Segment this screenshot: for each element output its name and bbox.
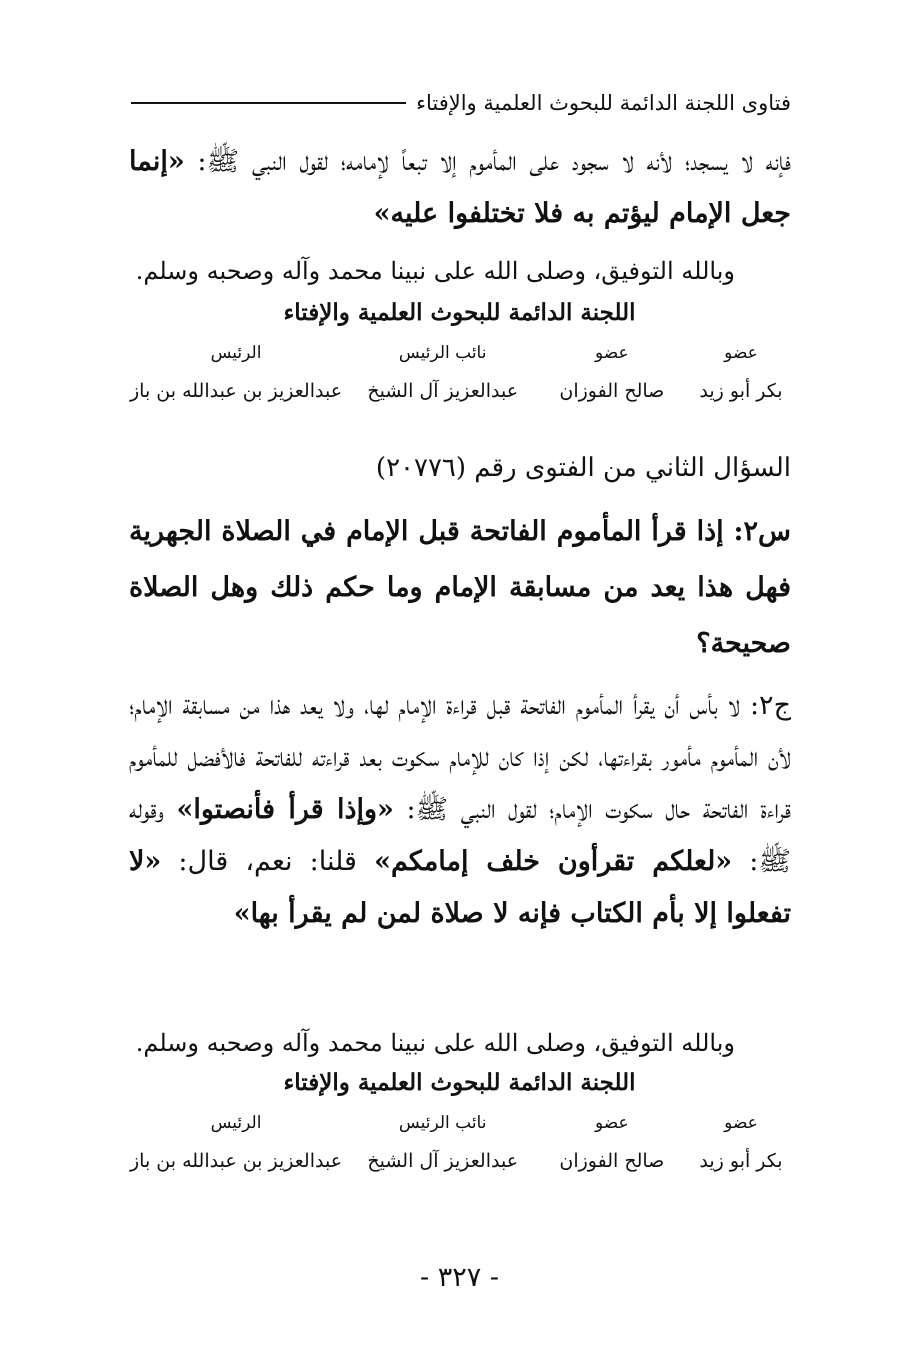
role-vice-president: نائب الرئيس: [398, 343, 487, 363]
hadith-quote: «لا تفعلوا إلا بأم الكتاب فإنه لا صلاة لمن لم يقرأ بها»: [129, 846, 791, 929]
answer-part: ج٢: لا بأس أن يقرأ المأموم الفاتحة قبل قراءة الإمام لها، ولا يعد هذا من مسابقة الإمام؛ لأن المأموم مأمور بقراءتها، لكن إذا كان للإمام سكوت بعد قراءته للفاتحة فالأفضل للمأموم قراءة الفاتحة حال سكوت الإمام؛ لقول النبي ﷺ:: [129, 690, 791, 825]
signatory-name: صالح الفوزان: [559, 1150, 665, 1172]
role-vice-president: نائب الرئيس: [398, 1113, 487, 1133]
hadith-quote: «وإذا قرأ فأنصتوا»: [176, 794, 394, 825]
running-header: [131, 86, 791, 120]
continuation-text: فإنه لا يسجد؛ لأنه لا سجود على المأموم إلا تبعاً لإمامه؛ لقول النبي ﷺ:: [184, 146, 791, 177]
hadith-quote: «إنما جعل الإمام ليؤتم به فلا تختلفوا عليه»: [129, 146, 791, 229]
committee-name: اللجنة الدائمة للبحوث العلمية والإفتاء: [283, 299, 636, 326]
header-rule: [131, 102, 406, 104]
closing-formula: وبالله التوفيق، وصلى الله على نبينا محمد وآله وصحبه وسلم.: [135, 1029, 735, 1057]
signatory-name: بكر أبو زيد: [699, 380, 783, 402]
signatory-roles: [126, 1108, 791, 1142]
signatory-name: عبدالعزيز بن عبدالله بن باز: [130, 1150, 343, 1172]
signatory-name: بكر أبو زيد: [699, 1150, 783, 1172]
answer-part: قلنا: نعم، قال:: [161, 846, 375, 877]
signatory-names: [126, 376, 791, 410]
role-member: عضو: [595, 1113, 629, 1133]
signatory-name: عبدالعزيز بن عبدالله بن باز: [130, 380, 343, 402]
question-text: س٢: إذا قرأ المأموم الفاتحة قبل الإمام في الصلاة الجهرية فهل هذا يعد من مسابقة الإمام وما حكم ذلك وهل الصلاة صحيحة؟: [129, 516, 791, 659]
answer-text: [129, 680, 791, 940]
signatory-name: عبدالعزيز آل الشيخ: [367, 1150, 519, 1172]
committee-name: اللجنة الدائمة للبحوث العلمية والإفتاء: [283, 1069, 636, 1096]
closing-formula: وبالله التوفيق، وصلى الله على نبينا محمد وآله وصحبه وسلم.: [135, 257, 735, 285]
answer-part: وقوله ﷺ:: [129, 794, 791, 877]
signatory-name: صالح الفوزان: [559, 380, 665, 402]
role-member: عضو: [724, 343, 758, 363]
page-number: - ٣٢٧ -: [420, 1262, 499, 1293]
question-reference: السؤال الثاني من الفتوى رقم (٢٠٧٧٦): [375, 453, 791, 483]
hadith-quote: «لعلكم تقرأون خلف إمامكم»: [374, 846, 733, 877]
role-president: الرئيس: [210, 1113, 262, 1133]
fatwa-continuation: [129, 136, 791, 240]
header-title: فتاوى اللجنة الدائمة للبحوث العلمية والإفتاء: [416, 91, 791, 115]
role-member: عضو: [724, 1113, 758, 1133]
signatory-roles: [126, 338, 791, 372]
role-president: الرئيس: [210, 343, 262, 363]
signatory-names: [126, 1146, 791, 1180]
role-member: عضو: [595, 343, 629, 363]
signatory-name: عبدالعزيز آل الشيخ: [367, 380, 519, 402]
